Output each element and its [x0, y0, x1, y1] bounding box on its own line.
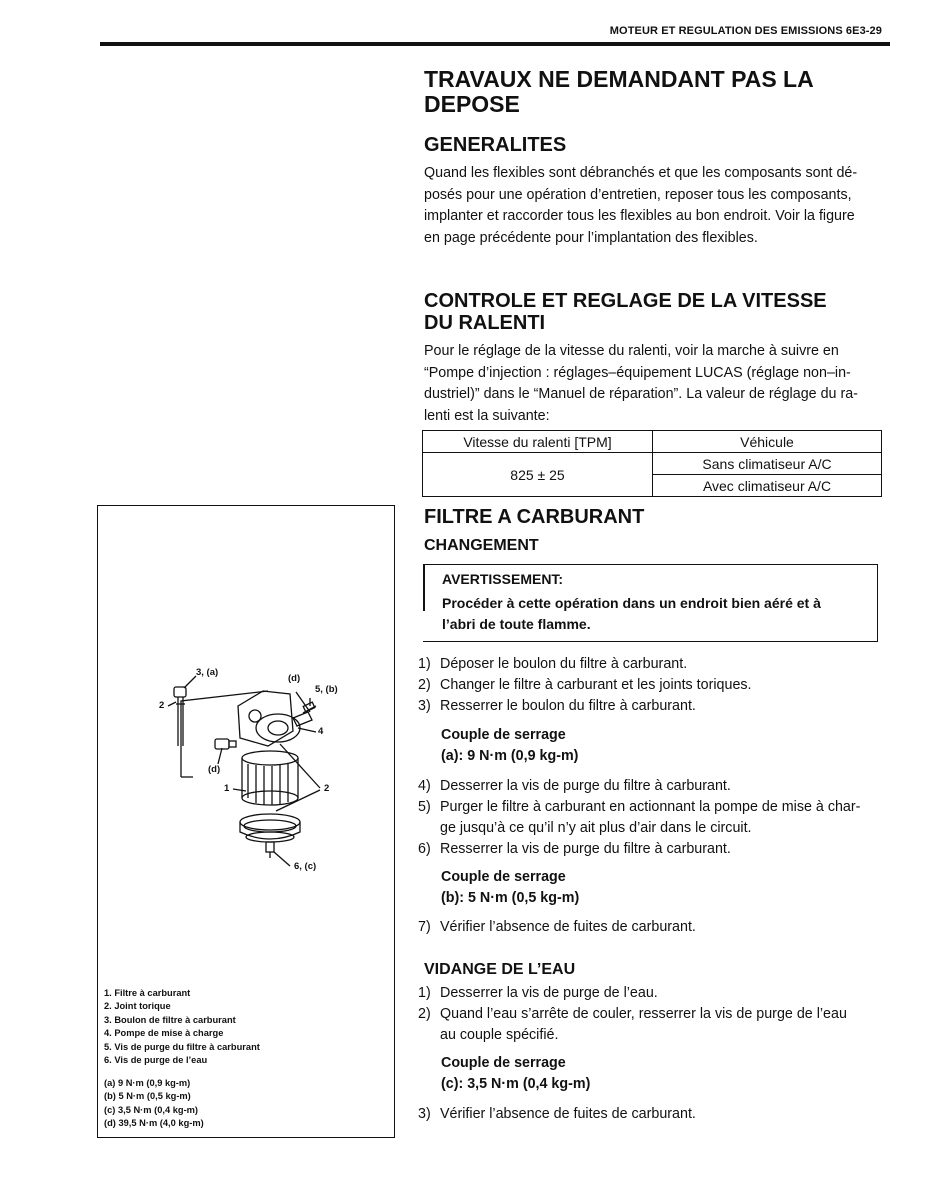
- legend-item: 5. Vis de purge du filtre à carburant: [104, 1041, 260, 1052]
- legend-item: 3. Boulon de filtre à carburant: [104, 1014, 236, 1025]
- callout-6: 6, (c): [294, 861, 317, 872]
- list-item: 7) Vérifier l’absence de fuites de carburant.: [418, 919, 696, 935]
- idle-speed-table: [422, 430, 882, 497]
- callout-2-left: 2: [159, 700, 165, 711]
- running-title: MOTEUR ET REGULATION DES EMISSIONS 6E3-29: [609, 25, 882, 37]
- table-speed-value: 825 ± 25: [423, 453, 653, 497]
- warning-text: [442, 593, 872, 635]
- section-title-line2: DEPOSE: [424, 91, 520, 117]
- generalites-line: en page précédente pour l’implantation des flexibles.: [424, 229, 758, 246]
- torque-spec-c: [441, 1053, 590, 1095]
- torque-value: (b): 5 N·m (0,5 kg-m): [441, 890, 580, 906]
- callout-5: 5, (b): [315, 684, 338, 695]
- callout-1: 1: [224, 783, 230, 794]
- generalites-line: implanter et raccorder tous les flexibles au bon endroit. Voir la figure: [424, 208, 855, 224]
- ralenti-line: “Pompe d’injection : réglages–équipement LUCAS (réglage non–in-: [424, 364, 851, 381]
- legend-item: (a) 9 N·m (0,9 kg-m): [104, 1078, 191, 1088]
- ralenti-line: lenti est la suivante:: [424, 407, 550, 424]
- callout-d-side: (d): [208, 764, 221, 775]
- list-item: au couple spécifié.: [440, 1027, 559, 1043]
- list-item: 2) Quand l’eau s’arrête de couler, resserrer la vis de purge de l’eau: [418, 1006, 847, 1022]
- ralenti-title-line2: DU RALENTI: [424, 312, 546, 334]
- ralenti-title-line1: CONTROLE ET REGLAGE DE LA VITESSE: [424, 290, 827, 312]
- list-item: 4) Desserrer la vis de purge du filtre à carburant.: [418, 778, 731, 794]
- table-header-speed: Vitesse du ralenti [TPM]: [423, 431, 653, 453]
- legend-item: (c) 3,5 N·m (0,4 kg-m): [104, 1104, 199, 1115]
- ralenti-line: Pour le réglage de la vitesse du ralenti, voir la marche à suivre en: [424, 343, 839, 359]
- vidange-title: VIDANGE DE L’EAU: [424, 961, 576, 978]
- list-item: 2) Changer le filtre à carburant et les joints toriques.: [418, 677, 752, 693]
- legend-item: 1. Filtre à carburant: [104, 988, 191, 998]
- table-vehicle-row1: Sans climatiseur A/C: [653, 453, 882, 475]
- legend-item: (b) 5 N·m (0,5 kg-m): [104, 1091, 191, 1102]
- table-header-vehicle: Véhicule: [653, 431, 882, 453]
- torque-label: Couple de serrage: [441, 869, 566, 885]
- warning-title: AVERTISSEMENT:: [442, 571, 564, 587]
- filtre-heading: [424, 506, 884, 556]
- legend-item: 2. Joint torique: [104, 1001, 171, 1012]
- callout-4: 4: [318, 726, 324, 737]
- generalites-section: [424, 134, 884, 249]
- section-title: [424, 67, 884, 117]
- torque-spec-b: [441, 867, 579, 909]
- torque-spec-a: [441, 725, 578, 767]
- filtre-title: FILTRE A CARBURANT: [424, 506, 645, 528]
- legend-item: (d) 39,5 N·m (4,0 kg-m): [104, 1118, 204, 1129]
- torque-label: Couple de serrage: [441, 1055, 566, 1071]
- list-item: 6) Resserrer la vis de purge du filtre à carburant.: [418, 841, 731, 857]
- warning-line: l’abri de toute flamme.: [442, 616, 591, 632]
- page-header: [100, 22, 890, 46]
- legend-item: 6. Vis de purge de l’eau: [104, 1055, 208, 1066]
- figure-legend-parts: [104, 987, 260, 1067]
- warning-line: Procéder à cette opération dans un endroit bien aéré et à: [442, 595, 821, 611]
- list-item: 1) Desserrer la vis de purge de l’eau.: [418, 985, 658, 1001]
- generalites-line: Quand les flexibles sont débranchés et que les composants sont dé-: [424, 165, 858, 181]
- warning-box: [423, 564, 878, 642]
- steps-list-b: [418, 776, 888, 860]
- vidange-steps: [418, 983, 888, 1046]
- fuel-filter-figure: [97, 505, 395, 1138]
- callout-d-top: (d): [288, 673, 301, 684]
- changement-title: CHANGEMENT: [424, 537, 539, 554]
- ralenti-section: [424, 290, 884, 427]
- callout-2-right: 2: [324, 783, 330, 794]
- torque-value: (a): 9 N·m (0,9 kg-m): [441, 748, 579, 764]
- generalites-title: GENERALITES: [424, 134, 567, 156]
- list-item: 3) Resserrer le boulon du filtre à carburant.: [418, 698, 696, 714]
- list-item: 1) Déposer le boulon du filtre à carburant.: [418, 656, 688, 672]
- vidange-final-step: [418, 1104, 888, 1125]
- figure-legend-torques: [104, 1077, 204, 1131]
- torque-label: Couple de serrage: [441, 727, 566, 743]
- torque-value: (c): 3,5 N·m (0,4 kg-m): [441, 1076, 591, 1092]
- list-item: ge jusqu’à ce qu’il n’y ait plus d’air dans le circuit.: [440, 820, 752, 836]
- callout-3: 3, (a): [196, 667, 219, 678]
- legend-item: 4. Pompe de mise à charge: [104, 1028, 224, 1039]
- vidange-heading: [424, 960, 884, 980]
- section-title-line1: TRAVAUX NE DEMANDANT PAS LA: [424, 66, 814, 92]
- list-item: 3) Vérifier l’absence de fuites de carburant.: [418, 1106, 696, 1122]
- ralenti-line: dustriel)” dans le “Manuel de réparation”. La valeur de réglage du ra-: [424, 386, 858, 402]
- table-vehicle-row2: Avec climatiseur A/C: [653, 475, 882, 497]
- steps-list-a: [418, 654, 888, 717]
- fuel-filter-diagram: [98, 506, 394, 966]
- generalites-line: posés pour une opération d’entretien, reposer tous les composants,: [424, 186, 852, 203]
- steps-list-c: [418, 917, 888, 938]
- list-item: 5) Purger le filtre à carburant en actionnant la pompe de mise à char-: [418, 799, 861, 815]
